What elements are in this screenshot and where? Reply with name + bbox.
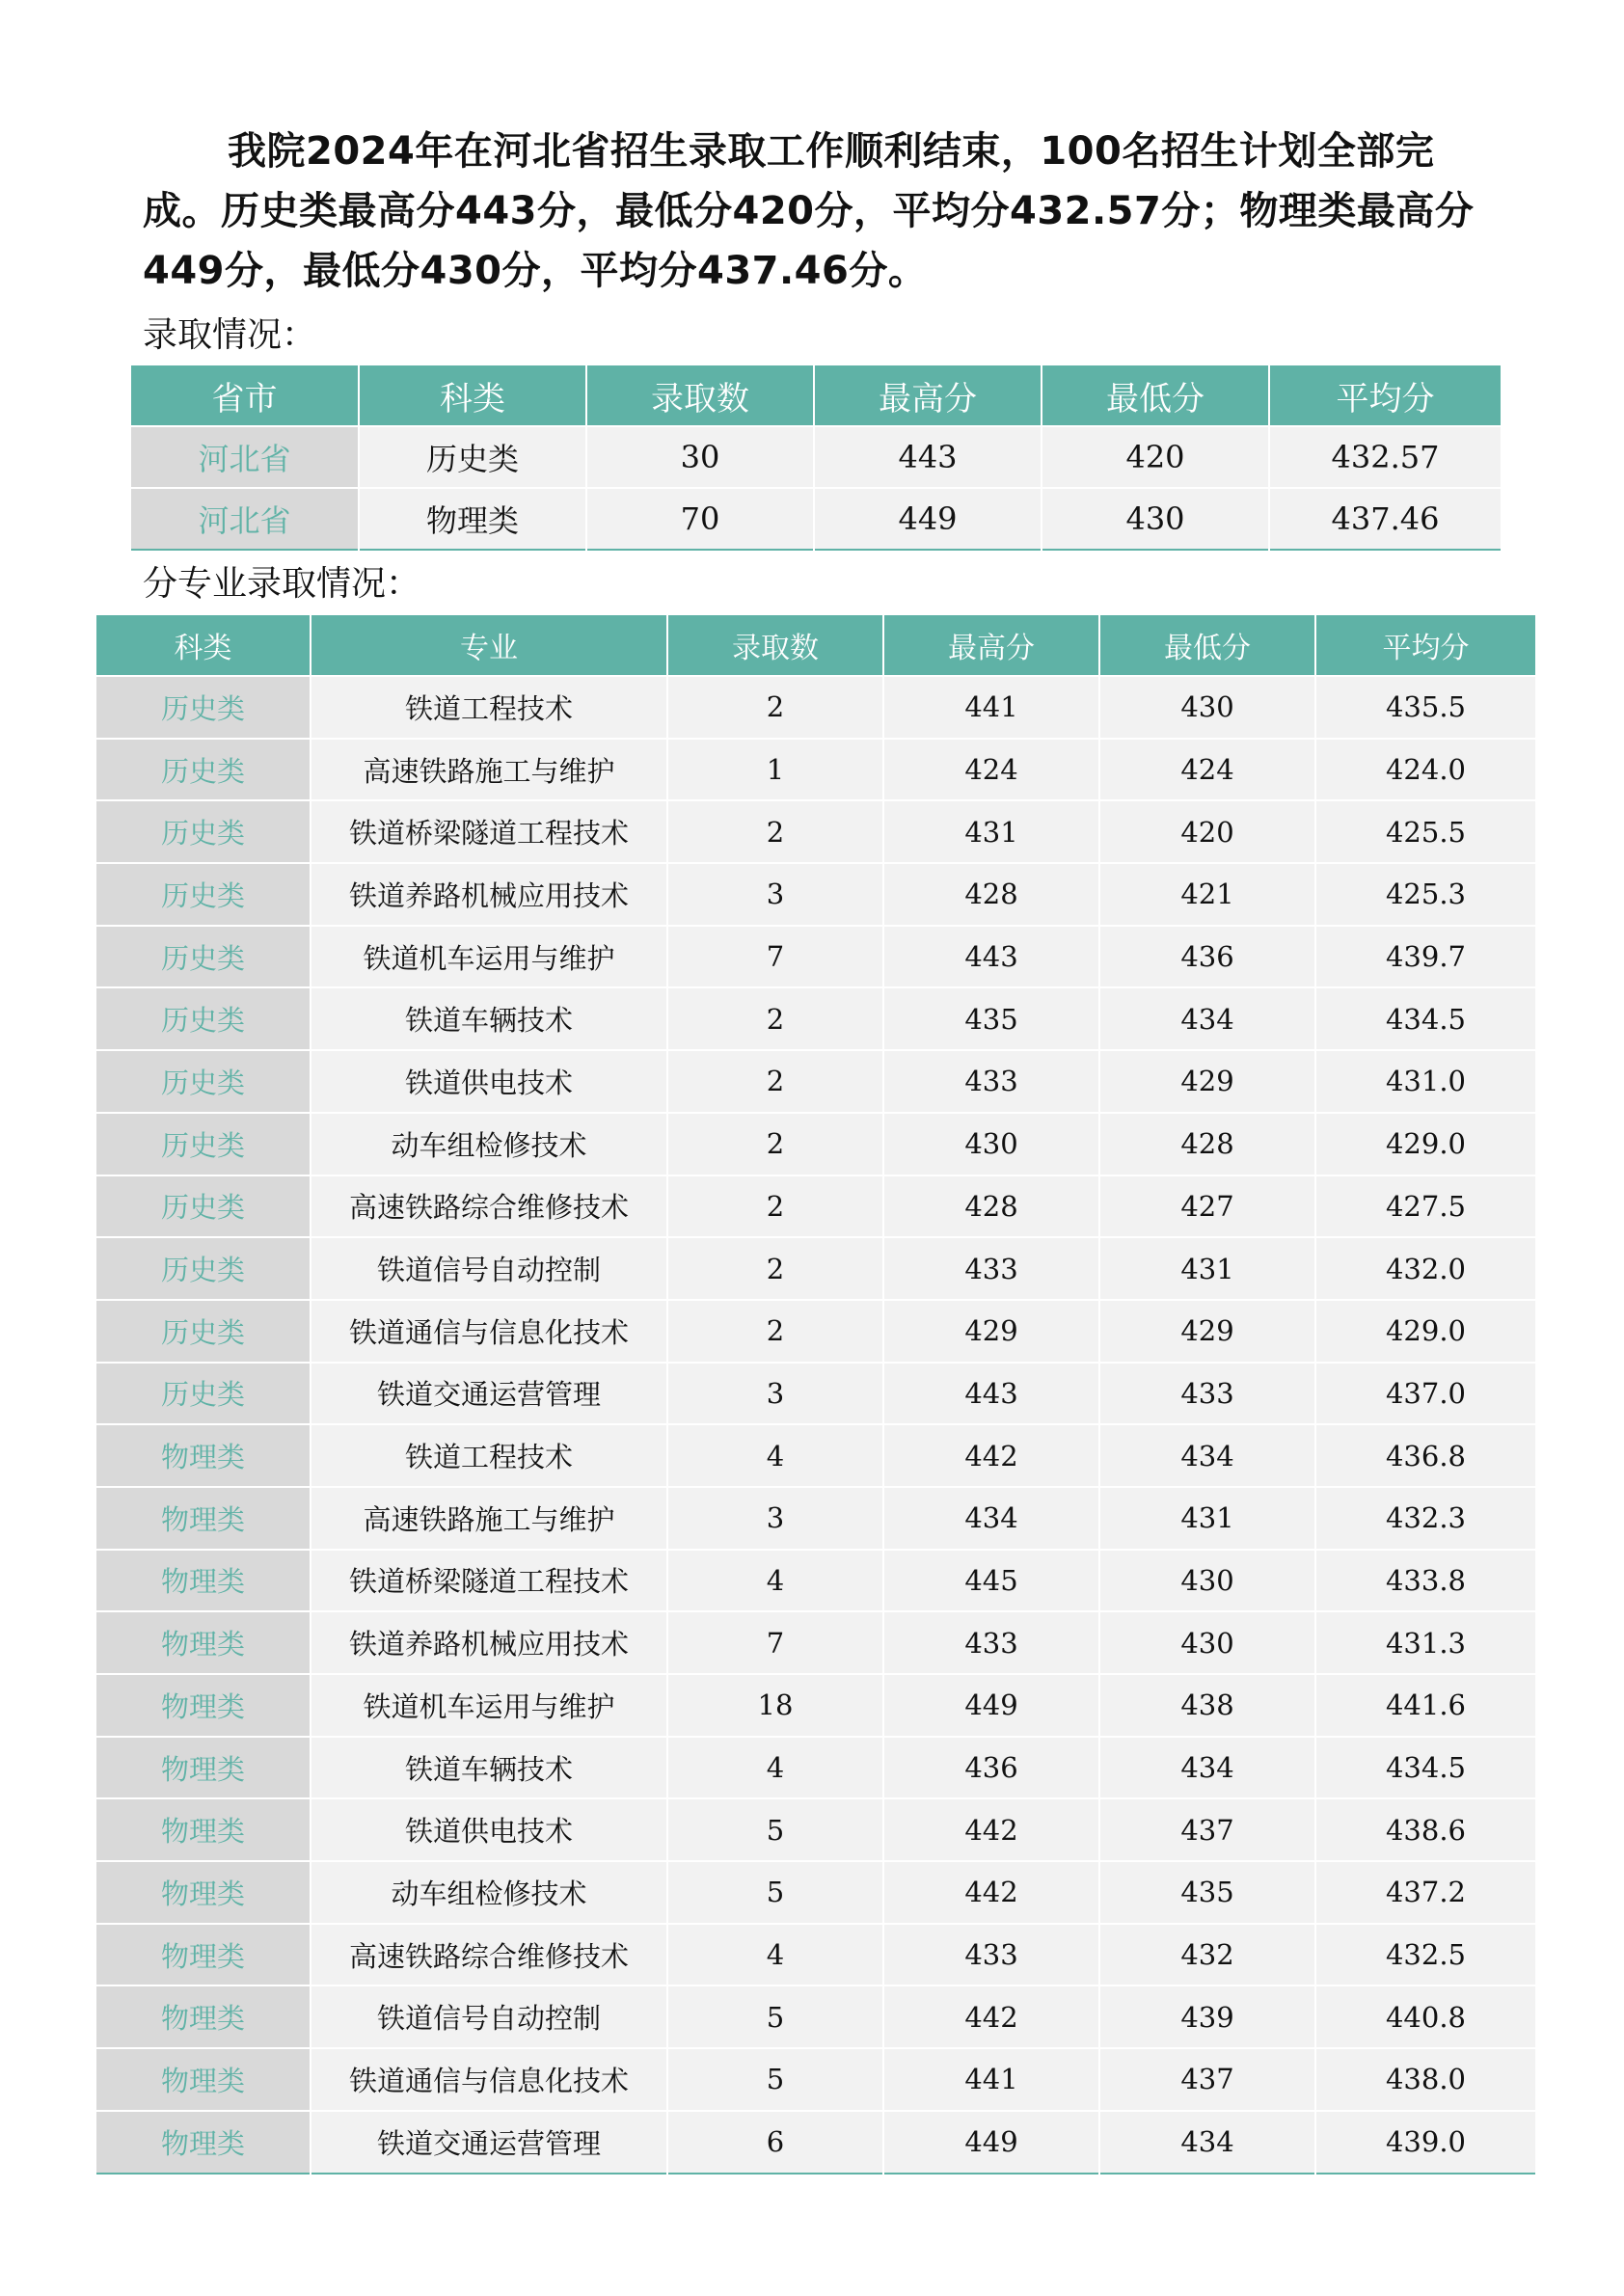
header-major: 专业 <box>311 615 667 676</box>
cell-highest-score: 442 <box>883 1985 1099 2048</box>
cell-highest-score: 436 <box>883 1737 1099 1799</box>
cell-highest-score: 428 <box>883 1175 1099 1238</box>
cell-major: 铁道养路机械应用技术 <box>311 1611 667 1674</box>
cell-admitted-count: 70 <box>586 488 814 550</box>
cell-highest-score: 443 <box>814 426 1042 488</box>
cell-average-score: 435.5 <box>1315 676 1535 739</box>
cell-lowest-score: 439 <box>1099 1985 1315 2048</box>
table-row <box>96 1550 1535 1612</box>
cell-highest-score: 441 <box>883 676 1099 739</box>
cell-highest-score: 449 <box>883 1674 1099 1737</box>
table-row <box>96 1611 1535 1674</box>
cell-lowest-score: 429 <box>1099 1050 1315 1113</box>
header-category: 科类 <box>359 365 586 426</box>
cell-lowest-score: 432 <box>1099 1924 1315 1986</box>
cell-province: 河北省 <box>131 426 359 488</box>
cell-average-score: 433.8 <box>1315 1550 1535 1612</box>
major-admission-label: 分专业录取情况： <box>143 564 421 604</box>
cell-major: 铁道车辆技术 <box>311 1737 667 1799</box>
cell-major: 铁道工程技术 <box>311 1424 667 1487</box>
cell-admitted-count: 4 <box>667 1737 883 1799</box>
cell-highest-score: 424 <box>883 739 1099 801</box>
cell-category: 物理类 <box>96 1424 311 1487</box>
table-row <box>96 1737 1535 1799</box>
cell-average-score: 439.7 <box>1315 926 1535 988</box>
cell-category: 物理类 <box>96 1924 311 1986</box>
cell-average-score: 432.3 <box>1315 1487 1535 1550</box>
cell-average-score: 431.0 <box>1315 1050 1535 1113</box>
cell-lowest-score: 428 <box>1099 1113 1315 1175</box>
table-row <box>96 1861 1535 1924</box>
cell-major: 铁道通信与信息化技术 <box>311 2048 667 2111</box>
cell-major: 高速铁路施工与维护 <box>311 739 667 801</box>
cell-major: 铁道养路机械应用技术 <box>311 863 667 926</box>
cell-average-score: 439.0 <box>1315 2111 1535 2174</box>
cell-highest-score: 433 <box>883 1611 1099 1674</box>
cell-major: 高速铁路综合维修技术 <box>311 1924 667 1986</box>
cell-major: 铁道桥梁隧道工程技术 <box>311 800 667 863</box>
cell-lowest-score: 430 <box>1099 1611 1315 1674</box>
cell-major: 铁道机车运用与维护 <box>311 1674 667 1737</box>
cell-highest-score: 433 <box>883 1237 1099 1300</box>
cell-average-score: 436.8 <box>1315 1424 1535 1487</box>
table-row <box>96 1424 1535 1487</box>
cell-major: 铁道交通运营管理 <box>311 1363 667 1425</box>
cell-major: 铁道工程技术 <box>311 676 667 739</box>
cell-admitted-count: 4 <box>667 1550 883 1612</box>
cell-lowest-score: 434 <box>1099 2111 1315 2174</box>
cell-highest-score: 442 <box>883 1424 1099 1487</box>
cell-admitted-count: 2 <box>667 800 883 863</box>
cell-admitted-count: 3 <box>667 1363 883 1425</box>
cell-average-score: 431.3 <box>1315 1611 1535 1674</box>
cell-average-score: 438.0 <box>1315 2048 1535 2111</box>
cell-average-score: 438.6 <box>1315 1798 1535 1861</box>
table-row <box>96 987 1535 1050</box>
cell-major: 铁道交通运营管理 <box>311 2111 667 2174</box>
header-average-score: 平均分 <box>1269 365 1501 426</box>
cell-admitted-count: 2 <box>667 1050 883 1113</box>
cell-average-score: 432.0 <box>1315 1237 1535 1300</box>
cell-highest-score: 449 <box>814 488 1042 550</box>
cell-category: 物理类 <box>96 2048 311 2111</box>
cell-average-score: 441.6 <box>1315 1674 1535 1737</box>
cell-lowest-score: 430 <box>1042 488 1269 550</box>
cell-admitted-count: 7 <box>667 1611 883 1674</box>
cell-admitted-count: 5 <box>667 1985 883 2048</box>
cell-admitted-count: 2 <box>667 676 883 739</box>
cell-average-score: 440.8 <box>1315 1985 1535 2048</box>
cell-highest-score: 434 <box>883 1487 1099 1550</box>
cell-lowest-score: 436 <box>1099 926 1315 988</box>
cell-category: 历史类 <box>96 676 311 739</box>
cell-admitted-count: 30 <box>586 426 814 488</box>
cell-lowest-score: 429 <box>1099 1300 1315 1363</box>
cell-major: 铁道供电技术 <box>311 1798 667 1861</box>
cell-category: 历史类 <box>359 426 586 488</box>
cell-lowest-score: 438 <box>1099 1674 1315 1737</box>
cell-highest-score: 449 <box>883 2111 1099 2174</box>
cell-lowest-score: 430 <box>1099 676 1315 739</box>
table-row <box>96 1113 1535 1175</box>
header-admitted-count: 录取数 <box>586 365 814 426</box>
cell-admitted-count: 2 <box>667 1300 883 1363</box>
cell-major: 铁道桥梁隧道工程技术 <box>311 1550 667 1612</box>
cell-admitted-count: 1 <box>667 739 883 801</box>
cell-admitted-count: 2 <box>667 1175 883 1238</box>
cell-average-score: 424.0 <box>1315 739 1535 801</box>
cell-category: 物理类 <box>96 1861 311 1924</box>
cell-lowest-score: 427 <box>1099 1175 1315 1238</box>
header-province: 省市 <box>131 365 359 426</box>
cell-admitted-count: 18 <box>667 1674 883 1737</box>
table-row <box>96 926 1535 988</box>
cell-highest-score: 441 <box>883 2048 1099 2111</box>
cell-lowest-score: 434 <box>1099 987 1315 1050</box>
cell-average-score: 437.46 <box>1269 488 1501 550</box>
cell-admitted-count: 3 <box>667 1487 883 1550</box>
cell-province: 河北省 <box>131 488 359 550</box>
cell-highest-score: 443 <box>883 1363 1099 1425</box>
cell-category: 历史类 <box>96 987 311 1050</box>
table-row <box>96 1300 1535 1363</box>
cell-average-score: 427.5 <box>1315 1175 1535 1238</box>
table-row <box>131 488 1501 550</box>
cell-lowest-score: 437 <box>1099 1798 1315 1861</box>
table-row <box>96 1674 1535 1737</box>
summary-header-row <box>131 365 1501 426</box>
cell-lowest-score: 424 <box>1099 739 1315 801</box>
cell-major: 动车组检修技术 <box>311 1861 667 1924</box>
cell-highest-score: 428 <box>883 863 1099 926</box>
cell-major: 动车组检修技术 <box>311 1113 667 1175</box>
admission-summary-table <box>131 365 1501 551</box>
cell-admitted-count: 3 <box>667 863 883 926</box>
intro-paragraph: 我院2024年在河北省招生录取工作顺利结束，100名招生计划全部完成。历史类最高分443分，最低分420分，平均分432.57分；物理类最高分449分，最低分430分，平均分437.46分。 <box>143 129 1475 293</box>
cell-highest-score: 429 <box>883 1300 1099 1363</box>
table-row <box>96 1924 1535 1986</box>
cell-category: 物理类 <box>96 1798 311 1861</box>
header-average-score: 平均分 <box>1315 615 1535 676</box>
cell-category: 历史类 <box>96 1175 311 1238</box>
cell-admitted-count: 6 <box>667 2111 883 2174</box>
major-header-row <box>96 615 1535 676</box>
cell-admitted-count: 5 <box>667 1798 883 1861</box>
admission-summary-label: 录取情况： <box>143 315 317 355</box>
cell-category: 物理类 <box>96 1487 311 1550</box>
header-highest-score: 最高分 <box>814 365 1042 426</box>
cell-admitted-count: 4 <box>667 1424 883 1487</box>
cell-lowest-score: 430 <box>1099 1550 1315 1612</box>
table-row <box>96 1237 1535 1300</box>
cell-average-score: 429.0 <box>1315 1113 1535 1175</box>
cell-major: 铁道信号自动控制 <box>311 1237 667 1300</box>
cell-major: 铁道车辆技术 <box>311 987 667 1050</box>
cell-highest-score: 433 <box>883 1924 1099 1986</box>
cell-major: 高速铁路施工与维护 <box>311 1487 667 1550</box>
cell-admitted-count: 2 <box>667 1113 883 1175</box>
cell-highest-score: 442 <box>883 1798 1099 1861</box>
cell-category: 历史类 <box>96 739 311 801</box>
cell-lowest-score: 433 <box>1099 1363 1315 1425</box>
cell-lowest-score: 431 <box>1099 1487 1315 1550</box>
table-row <box>96 676 1535 739</box>
cell-category: 物理类 <box>96 1737 311 1799</box>
cell-lowest-score: 434 <box>1099 1737 1315 1799</box>
cell-major: 铁道供电技术 <box>311 1050 667 1113</box>
cell-highest-score: 435 <box>883 987 1099 1050</box>
table-row <box>96 2111 1535 2174</box>
cell-average-score: 432.57 <box>1269 426 1501 488</box>
table-row <box>131 426 1501 488</box>
cell-category: 历史类 <box>96 926 311 988</box>
table-row <box>96 1487 1535 1550</box>
cell-highest-score: 433 <box>883 1050 1099 1113</box>
cell-highest-score: 430 <box>883 1113 1099 1175</box>
cell-major: 铁道机车运用与维护 <box>311 926 667 988</box>
cell-major: 铁道通信与信息化技术 <box>311 1300 667 1363</box>
cell-lowest-score: 420 <box>1042 426 1269 488</box>
header-lowest-score: 最低分 <box>1042 365 1269 426</box>
cell-highest-score: 442 <box>883 1861 1099 1924</box>
cell-category: 物理类 <box>96 1985 311 2048</box>
cell-admitted-count: 4 <box>667 1924 883 1986</box>
cell-category: 历史类 <box>96 863 311 926</box>
header-category: 科类 <box>96 615 311 676</box>
cell-lowest-score: 421 <box>1099 863 1315 926</box>
cell-category: 物理类 <box>96 2111 311 2174</box>
cell-category: 物理类 <box>96 1550 311 1612</box>
cell-admitted-count: 2 <box>667 987 883 1050</box>
cell-highest-score: 445 <box>883 1550 1099 1612</box>
table-row <box>96 1175 1535 1238</box>
major-admission-table <box>96 615 1535 2174</box>
cell-lowest-score: 437 <box>1099 2048 1315 2111</box>
cell-lowest-score: 434 <box>1099 1424 1315 1487</box>
cell-category: 物理类 <box>96 1611 311 1674</box>
table-row <box>96 863 1535 926</box>
cell-category: 历史类 <box>96 1113 311 1175</box>
cell-average-score: 429.0 <box>1315 1300 1535 1363</box>
cell-average-score: 434.5 <box>1315 987 1535 1050</box>
cell-category: 历史类 <box>96 1050 311 1113</box>
cell-admitted-count: 5 <box>667 1861 883 1924</box>
cell-category: 历史类 <box>96 1237 311 1300</box>
table-row <box>96 1798 1535 1861</box>
cell-lowest-score: 431 <box>1099 1237 1315 1300</box>
cell-average-score: 437.0 <box>1315 1363 1535 1425</box>
cell-major: 铁道信号自动控制 <box>311 1985 667 2048</box>
cell-admitted-count: 5 <box>667 2048 883 2111</box>
cell-category: 物理类 <box>96 1674 311 1737</box>
header-admitted-count: 录取数 <box>667 615 883 676</box>
cell-average-score: 432.5 <box>1315 1924 1535 1986</box>
cell-average-score: 437.2 <box>1315 1861 1535 1924</box>
cell-category: 历史类 <box>96 1363 311 1425</box>
header-lowest-score: 最低分 <box>1099 615 1315 676</box>
table-row <box>96 2048 1535 2111</box>
cell-category: 物理类 <box>359 488 586 550</box>
cell-category: 历史类 <box>96 800 311 863</box>
table-row <box>96 1363 1535 1425</box>
cell-lowest-score: 435 <box>1099 1861 1315 1924</box>
cell-major: 高速铁路综合维修技术 <box>311 1175 667 1238</box>
table-row <box>96 1985 1535 2048</box>
cell-average-score: 425.5 <box>1315 800 1535 863</box>
table-row <box>96 800 1535 863</box>
cell-highest-score: 431 <box>883 800 1099 863</box>
cell-average-score: 425.3 <box>1315 863 1535 926</box>
header-highest-score: 最高分 <box>883 615 1099 676</box>
cell-admitted-count: 2 <box>667 1237 883 1300</box>
cell-category: 历史类 <box>96 1300 311 1363</box>
cell-lowest-score: 420 <box>1099 800 1315 863</box>
table-row <box>96 1050 1535 1113</box>
cell-admitted-count: 7 <box>667 926 883 988</box>
table-row <box>96 739 1535 801</box>
cell-average-score: 434.5 <box>1315 1737 1535 1799</box>
cell-highest-score: 443 <box>883 926 1099 988</box>
